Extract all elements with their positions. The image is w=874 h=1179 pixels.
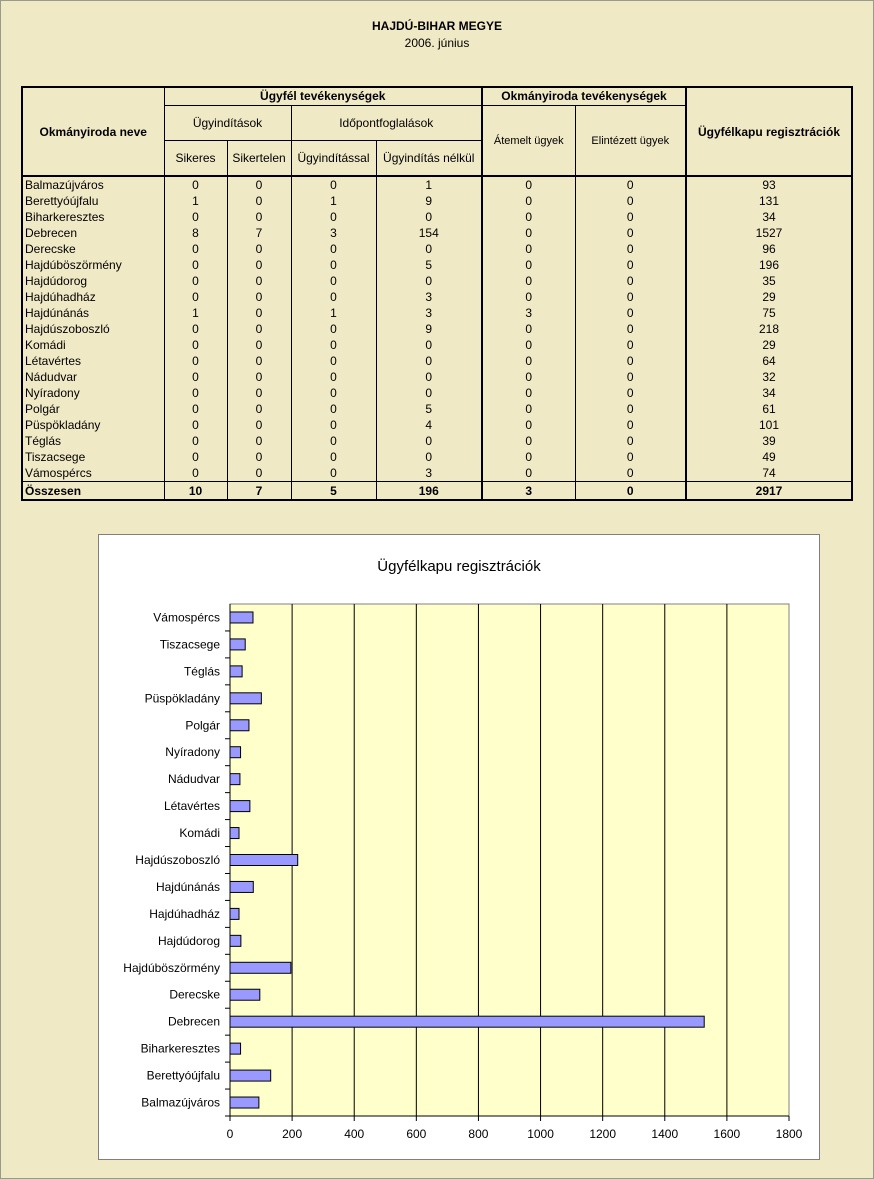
header-office-name: Okmányiroda neve [22,87,164,176]
value-cell: 0 [376,337,482,353]
value-cell: 0 [482,225,575,241]
value-cell: 0 [482,369,575,385]
table-row [22,225,852,241]
category-label: Téglás [183,664,220,679]
value-cell: 0 [227,273,291,289]
category-label: Nyíradony [165,745,220,760]
value-cell: 3 [482,482,575,501]
value-cell: 0 [376,241,482,257]
table-row [22,433,852,449]
value-cell: 0 [291,176,376,193]
value-cell: 0 [575,401,686,417]
value-cell: 61 [686,401,852,417]
x-tick-label: 400 [344,1127,365,1141]
office-name-cell: Püspökladány [22,417,164,433]
value-cell: 0 [164,417,227,433]
value-cell: 0 [575,449,686,465]
office-name-cell: Hajdúhadház [22,289,164,305]
statistics-table [21,86,853,501]
value-cell: 218 [686,321,852,337]
table-row [22,176,852,193]
header-settled: Elintézett ügyek [575,106,686,177]
value-cell: 0 [164,385,227,401]
value-cell: 0 [575,385,686,401]
value-cell: 5 [376,257,482,273]
value-cell: 0 [227,321,291,337]
office-name-cell: Vámospércs [22,465,164,482]
value-cell: 3 [482,305,575,321]
header-office-activities: Okmányiroda tevékenységek [482,87,686,106]
header-fail: Sikertelen [227,141,291,177]
value-cell: 0 [575,225,686,241]
category-label: Tiszacsege [159,637,220,652]
plot-area [230,604,789,1116]
value-cell: 0 [227,353,291,369]
value-cell: 29 [686,289,852,305]
category-label: Polgár [185,718,220,733]
value-cell: 1 [164,305,227,321]
value-cell: 0 [291,257,376,273]
office-name-cell: Polgár [22,401,164,417]
x-tick-label: 1400 [651,1127,679,1141]
value-cell: 1 [376,176,482,193]
value-cell: 0 [575,321,686,337]
value-cell: 1 [291,193,376,209]
bar [230,801,250,812]
value-cell: 0 [482,417,575,433]
value-cell: 0 [291,241,376,257]
value-cell: 2917 [686,482,852,501]
value-cell: 0 [291,337,376,353]
header-success: Sikeres [164,141,227,177]
value-cell: 1527 [686,225,852,241]
value-cell: 29 [686,337,852,353]
category-label: Derecske [169,987,220,1002]
value-cell: 0 [376,273,482,289]
x-tick-label: 1800 [775,1127,803,1141]
category-label: Hajdúhadház [149,906,220,921]
value-cell: 0 [291,385,376,401]
bar [230,1070,271,1081]
value-cell: 0 [376,385,482,401]
category-label: Vámospércs [153,610,220,625]
value-cell: 0 [376,353,482,369]
value-cell: 0 [376,209,482,225]
category-label: Biharkeresztes [140,1041,220,1056]
value-cell: 3 [376,305,482,321]
x-tick-label: 200 [282,1127,303,1141]
office-name-cell: Létavértes [22,353,164,369]
bar [230,935,241,946]
value-cell: 93 [686,176,852,193]
value-cell: 1 [164,193,227,209]
value-cell: 0 [164,353,227,369]
value-cell: 0 [575,257,686,273]
office-name-cell: Berettyóújfalu [22,193,164,209]
value-cell: 5 [376,401,482,417]
bar-chart [99,535,819,1159]
header-with-init: Ügyindítással [291,141,376,177]
value-cell: 0 [227,401,291,417]
bar [230,962,291,973]
header-initiations: Ügyindítások [164,106,291,141]
table-row [22,385,852,401]
table-row [22,257,852,273]
value-cell: 9 [376,193,482,209]
table-row [22,369,852,385]
value-cell: 0 [482,401,575,417]
value-cell: 0 [164,257,227,273]
value-cell: 0 [482,465,575,482]
table-row [22,465,852,482]
value-cell: 0 [164,449,227,465]
value-cell: 0 [227,209,291,225]
value-cell: 0 [164,465,227,482]
value-cell: 0 [575,369,686,385]
value-cell: 0 [164,273,227,289]
bar [230,881,253,892]
value-cell: 0 [482,273,575,289]
value-cell: 0 [291,465,376,482]
value-cell: 96 [686,241,852,257]
office-name-cell: Biharkeresztes [22,209,164,225]
value-cell: 0 [575,337,686,353]
value-cell: 0 [482,193,575,209]
value-cell: 10 [164,482,227,501]
value-cell: 0 [575,482,686,501]
value-cell: 0 [164,241,227,257]
bar [230,989,260,1000]
value-cell: 4 [376,417,482,433]
bar [230,774,240,785]
value-cell: 74 [686,465,852,482]
value-cell: 154 [376,225,482,241]
x-tick-label: 800 [468,1127,489,1141]
value-cell: 0 [291,353,376,369]
value-cell: 32 [686,369,852,385]
value-cell: 39 [686,433,852,449]
value-cell: 8 [164,225,227,241]
office-name-cell: Hajdúszoboszló [22,321,164,337]
chart-area [98,534,820,1160]
value-cell: 0 [482,257,575,273]
bar [230,1043,241,1054]
office-name-cell: Komádi [22,337,164,353]
table-row [22,193,852,209]
bar [230,855,298,866]
value-cell: 0 [291,289,376,305]
office-name-cell: Tiszacsege [22,449,164,465]
value-cell: 5 [291,482,376,501]
value-cell: 131 [686,193,852,209]
value-cell: 0 [575,417,686,433]
category-label: Balmazújváros [141,1095,220,1110]
table-row [22,273,852,289]
value-cell: 3 [376,465,482,482]
category-label: Debrecen [167,1014,220,1029]
value-cell: 0 [291,273,376,289]
value-cell: 0 [227,176,291,193]
table-row [22,321,852,337]
table-row [22,337,852,353]
value-cell: 0 [164,401,227,417]
value-cell: 9 [376,321,482,337]
value-cell: 0 [482,337,575,353]
bar [230,666,242,677]
value-cell: 0 [482,433,575,449]
value-cell: 35 [686,273,852,289]
category-label: Nádudvar [167,772,220,787]
value-cell: 0 [575,193,686,209]
value-cell: 64 [686,353,852,369]
bar [230,1016,704,1027]
chart-title: Ügyfélkapu regisztrációk [377,558,541,575]
value-cell: 0 [291,401,376,417]
category-label: Berettyóújfalu [146,1068,220,1083]
value-cell: 0 [227,369,291,385]
value-cell: 0 [164,289,227,305]
table-row [22,401,852,417]
value-cell: 0 [227,337,291,353]
value-cell: 0 [575,433,686,449]
category-label: Komádi [179,826,220,841]
table-row [22,241,852,257]
office-name-cell: Hajdúböszörmény [22,257,164,273]
x-tick-label: 1000 [527,1127,554,1141]
value-cell: 0 [227,289,291,305]
category-label: Hajdúböszörmény [123,960,220,975]
value-cell: 0 [164,176,227,193]
value-cell: 3 [376,289,482,305]
category-label: Hajdúszoboszló [135,853,220,867]
bar [230,693,261,704]
x-tick-label: 0 [226,1127,234,1141]
value-cell: 196 [686,257,852,273]
value-cell: 0 [164,321,227,337]
table-row [22,417,852,433]
value-cell: 0 [291,369,376,385]
category-label: Püspökladány [144,691,220,706]
bar [230,720,249,731]
header-without-init: Ügyindítás nélkül [376,141,482,177]
value-cell: 0 [575,465,686,482]
value-cell: 0 [291,209,376,225]
value-cell: 0 [227,465,291,482]
value-cell: 0 [164,369,227,385]
value-cell: 0 [575,353,686,369]
table-row [22,305,852,321]
table-row [22,289,852,305]
value-cell: 0 [482,449,575,465]
value-cell: 0 [482,289,575,305]
category-label: Létavértes [163,799,220,814]
value-cell: 0 [575,176,686,193]
header-transferred: Átemelt ügyek [482,106,575,177]
bar [230,747,241,758]
office-name-cell: Debrecen [22,225,164,241]
value-cell: 0 [291,433,376,449]
value-cell: 0 [227,433,291,449]
category-label: Hajdúdorog [157,933,220,948]
value-cell: 0 [227,241,291,257]
page-subtitle: 2006. június [404,36,470,50]
value-cell: 0 [227,385,291,401]
bar [230,908,239,919]
value-cell: 0 [376,433,482,449]
value-cell: 0 [482,353,575,369]
value-cell: 0 [376,449,482,465]
value-cell: 34 [686,385,852,401]
office-name-cell: Nádudvar [22,369,164,385]
value-cell: 0 [227,257,291,273]
category-label: Hajdúnánás [155,879,220,894]
value-cell: 101 [686,417,852,433]
x-tick-label: 600 [406,1127,427,1141]
value-cell: 0 [291,449,376,465]
value-cell: 0 [482,385,575,401]
office-name-cell: Nyíradony [22,385,164,401]
office-name-cell: Hajdúnánás [22,305,164,321]
value-cell: 3 [291,225,376,241]
value-cell: 0 [227,449,291,465]
value-cell: 34 [686,209,852,225]
office-name-cell: Téglás [22,433,164,449]
office-name-cell: Balmazújváros [22,176,164,193]
x-tick-label: 1200 [589,1127,617,1141]
table-row [22,449,852,465]
value-cell: 0 [575,305,686,321]
bar [230,828,239,839]
table-row [22,209,852,225]
value-cell: 0 [482,209,575,225]
value-cell: 0 [164,433,227,449]
page-title: HAJDÚ-BIHAR MEGYE [371,19,502,33]
value-cell: 0 [227,305,291,321]
bar [230,1097,259,1108]
value-cell: 0 [482,176,575,193]
value-cell: 0 [575,273,686,289]
office-name-cell: Összesen [22,482,164,501]
value-cell: 0 [227,417,291,433]
value-cell: 0 [482,241,575,257]
value-cell: 49 [686,449,852,465]
value-cell: 0 [482,321,575,337]
value-cell: 75 [686,305,852,321]
header-portal-registrations: Ügyfélkapu regisztrációk [686,87,852,176]
value-cell: 7 [227,482,291,501]
value-cell: 0 [227,193,291,209]
value-cell: 0 [575,209,686,225]
value-cell: 0 [291,417,376,433]
value-cell: 1 [291,305,376,321]
table-total-row [22,482,852,501]
header-client-activities: Ügyfél tevékenységek [164,87,482,106]
value-cell: 7 [227,225,291,241]
office-name-cell: Hajdúdorog [22,273,164,289]
value-cell: 0 [376,369,482,385]
table-row [22,353,852,369]
bar [230,639,245,650]
value-cell: 0 [291,321,376,337]
value-cell: 0 [164,209,227,225]
bar [230,612,253,623]
office-name-cell: Derecske [22,241,164,257]
value-cell: 0 [164,337,227,353]
header-appointments: Időpontfoglalások [291,106,482,141]
value-cell: 196 [376,482,482,501]
x-tick-label: 1600 [713,1127,741,1141]
value-cell: 0 [575,241,686,257]
value-cell: 0 [575,289,686,305]
